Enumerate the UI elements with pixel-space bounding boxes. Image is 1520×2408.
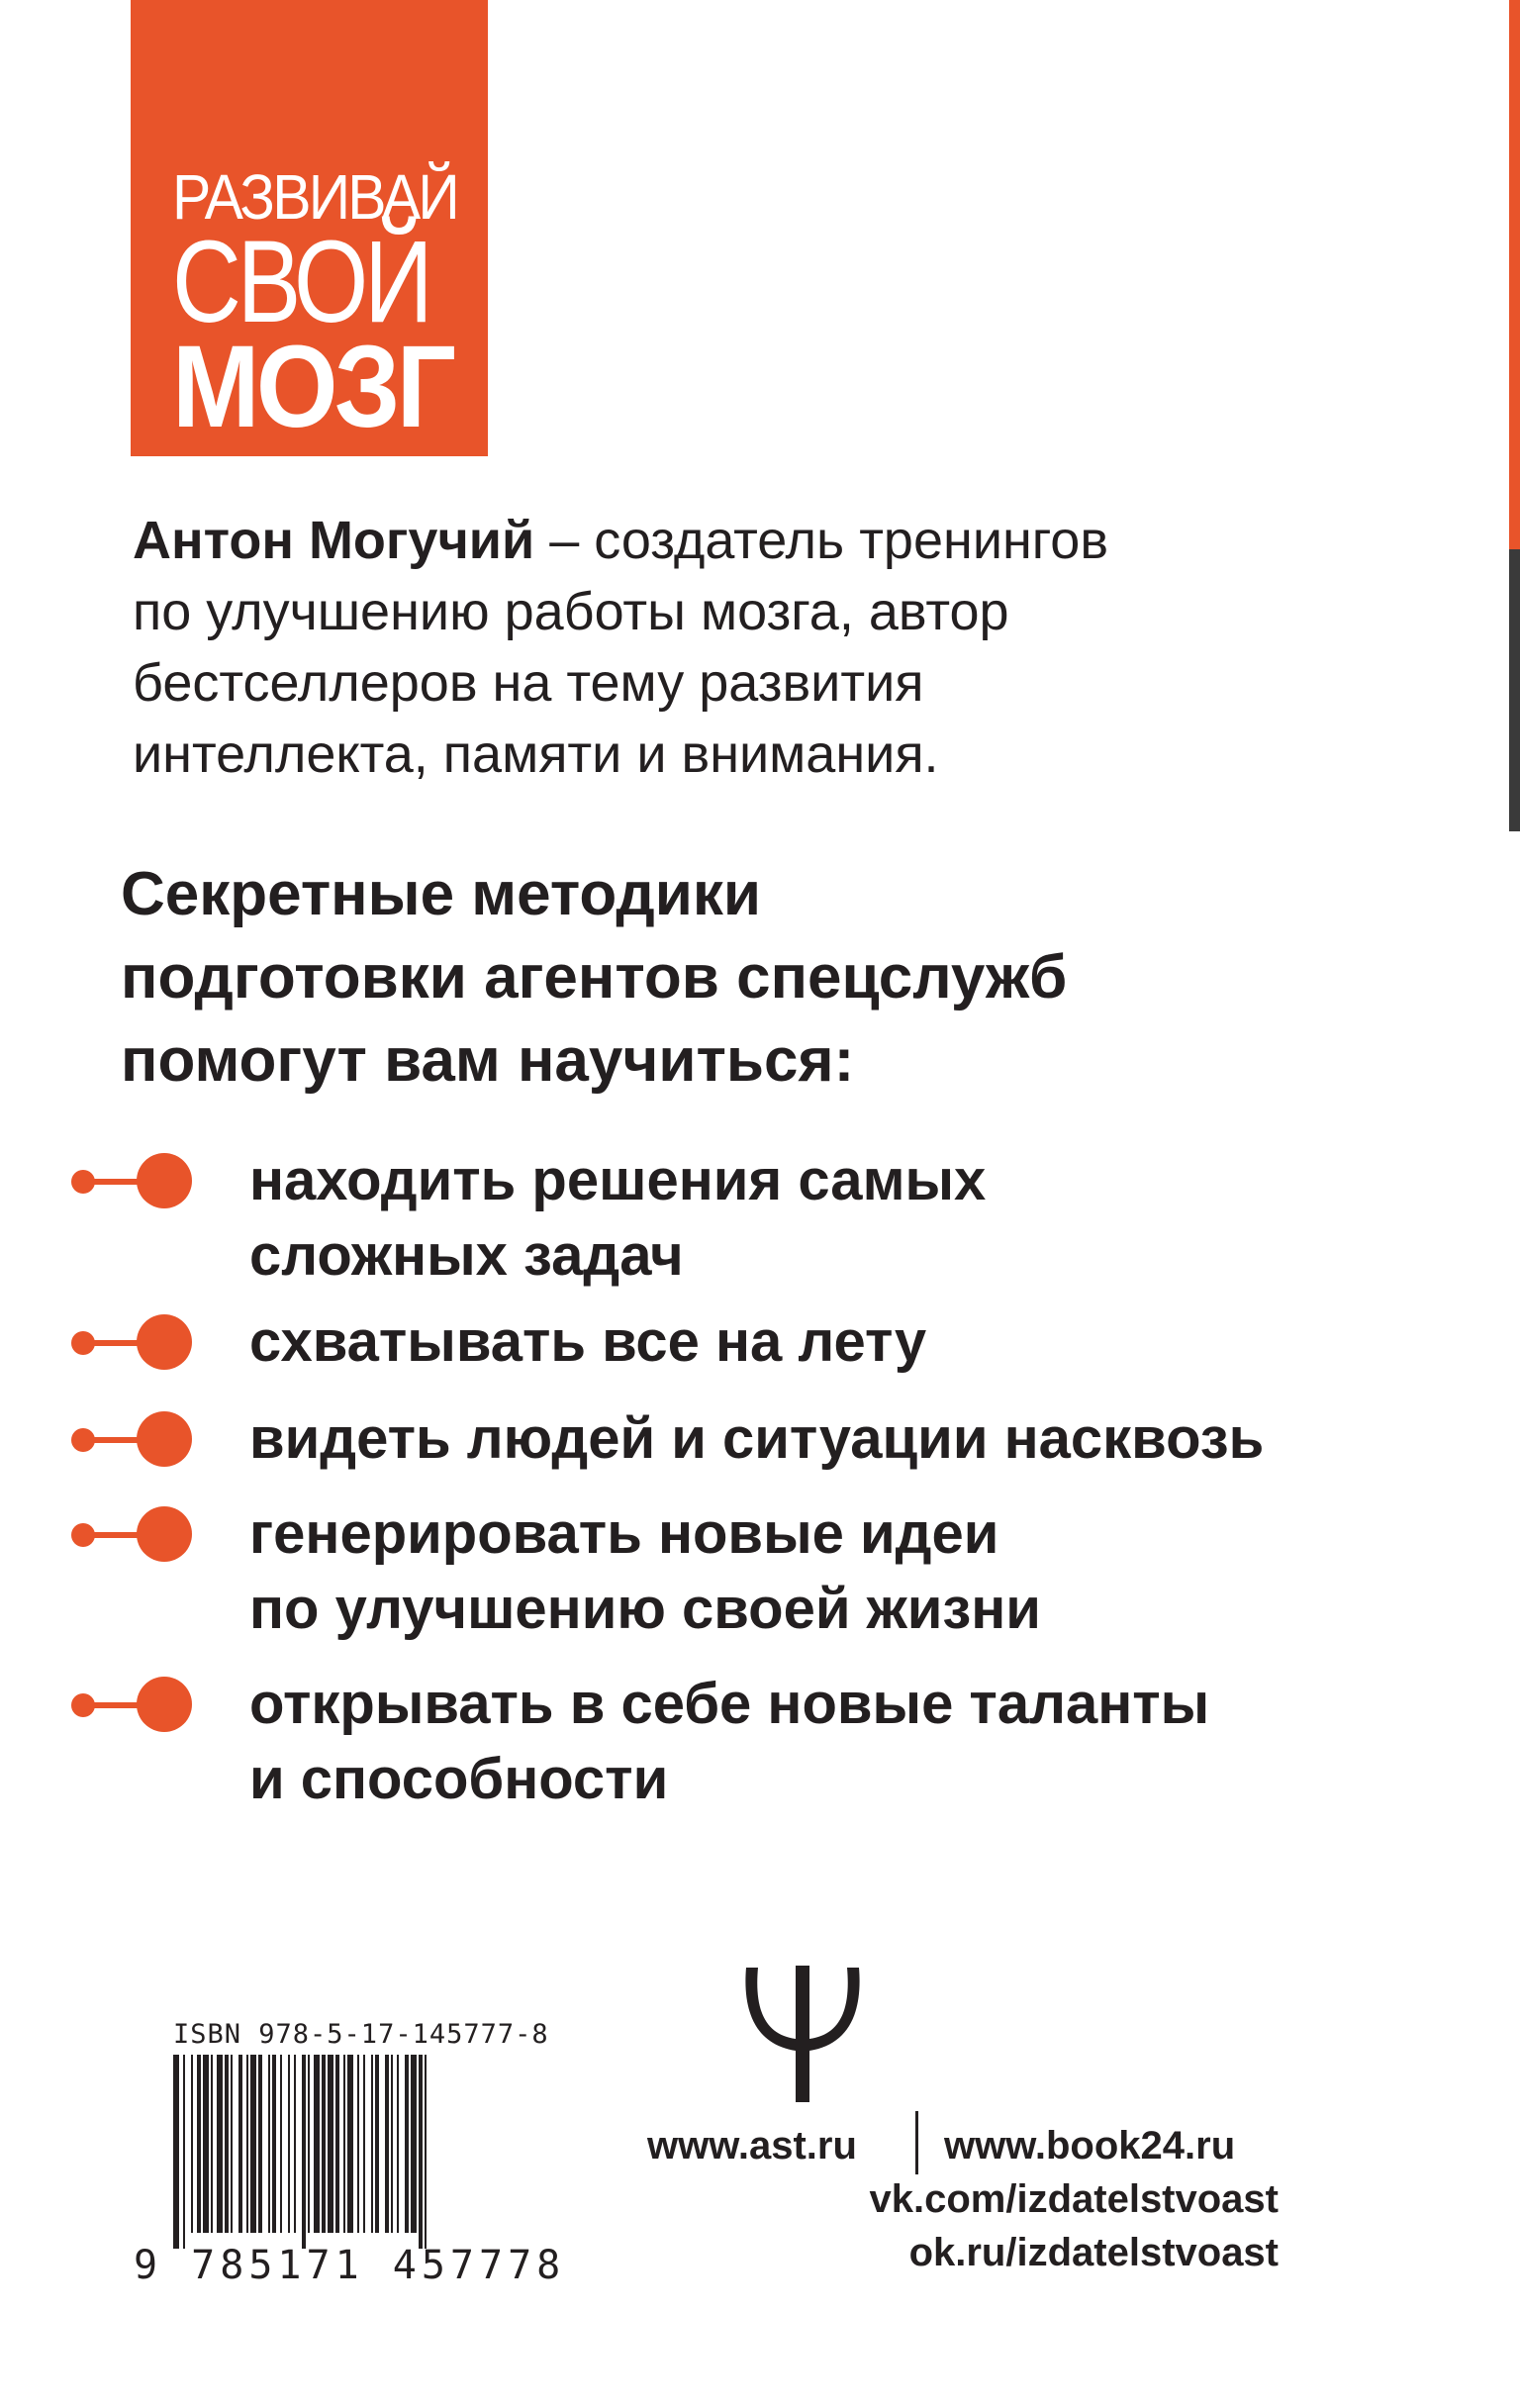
spine-edge-orange: [1509, 0, 1520, 549]
benefit-line-1: схватывать все на лету: [249, 1309, 927, 1374]
headline: [121, 853, 1407, 1103]
author-bio: [133, 505, 1320, 790]
link-ok[interactable]: ok.ru/izdatelstvoast: [908, 2231, 1279, 2274]
author-bio-line-4: интеллекта, памяти и внимания.: [133, 724, 939, 784]
bullet-dots-icon: [71, 1153, 192, 1208]
headline-line-3: помогут вам научиться:: [121, 1026, 855, 1095]
bullet-dots-icon: [71, 1677, 192, 1732]
bullet-dots-icon: [71, 1314, 192, 1370]
benefit-line-1: открывать в себе новые таланты: [249, 1672, 1210, 1736]
link-divider: [915, 2111, 918, 2174]
benefit-line-2: и способности: [249, 1747, 669, 1811]
barcode-digits: 9 785171 457778: [134, 2243, 566, 2288]
link-vk[interactable]: vk.com/izdatelstvoast: [869, 2177, 1279, 2221]
benefit-line-2: по улучшению своей жизни: [249, 1577, 1041, 1641]
link-book24[interactable]: www.book24.ru: [944, 2124, 1236, 2167]
psi-icon: [736, 1966, 869, 2102]
isbn-label: ISBN 978-5-17-145777-8: [173, 2019, 549, 2050]
series-line-1: РАЗВИВАЙ: [172, 161, 457, 233]
series-line-3: МОЗГ: [172, 322, 453, 452]
author-bio-line-3: бестселлеров на тему развития: [133, 653, 924, 713]
author-bio-line-2: по улучшению работы мозга, автор: [133, 582, 1009, 641]
barcode-icon: [173, 2055, 539, 2249]
series-line-2: СВОЙ: [172, 217, 429, 347]
benefit-line-1: находить решения самых: [249, 1148, 987, 1212]
bullet-dots-icon: [71, 1411, 192, 1467]
isbn-barcode: [134, 2019, 566, 2294]
author-bio-line-1: [133, 505, 1320, 576]
benefit-line-2: сложных задач: [249, 1223, 684, 1288]
headline-line-2: подготовки агентов спецслужб: [121, 943, 1068, 1011]
link-ast[interactable]: www.ast.ru: [647, 2124, 857, 2167]
author-bio-line-1-rest: – создатель тренингов: [534, 511, 1109, 570]
headline-line-1: Секретные методики: [121, 860, 762, 928]
bullet-dots-icon: [71, 1506, 192, 1562]
spine-edge-dark: [1509, 549, 1520, 831]
series-logo-block: [131, 0, 488, 456]
benefit-line-1: генерировать новые идеи: [249, 1501, 999, 1566]
author-name: Антон Могучий: [133, 511, 535, 570]
benefit-line-1: видеть людей и ситуации насквозь: [249, 1406, 1265, 1471]
